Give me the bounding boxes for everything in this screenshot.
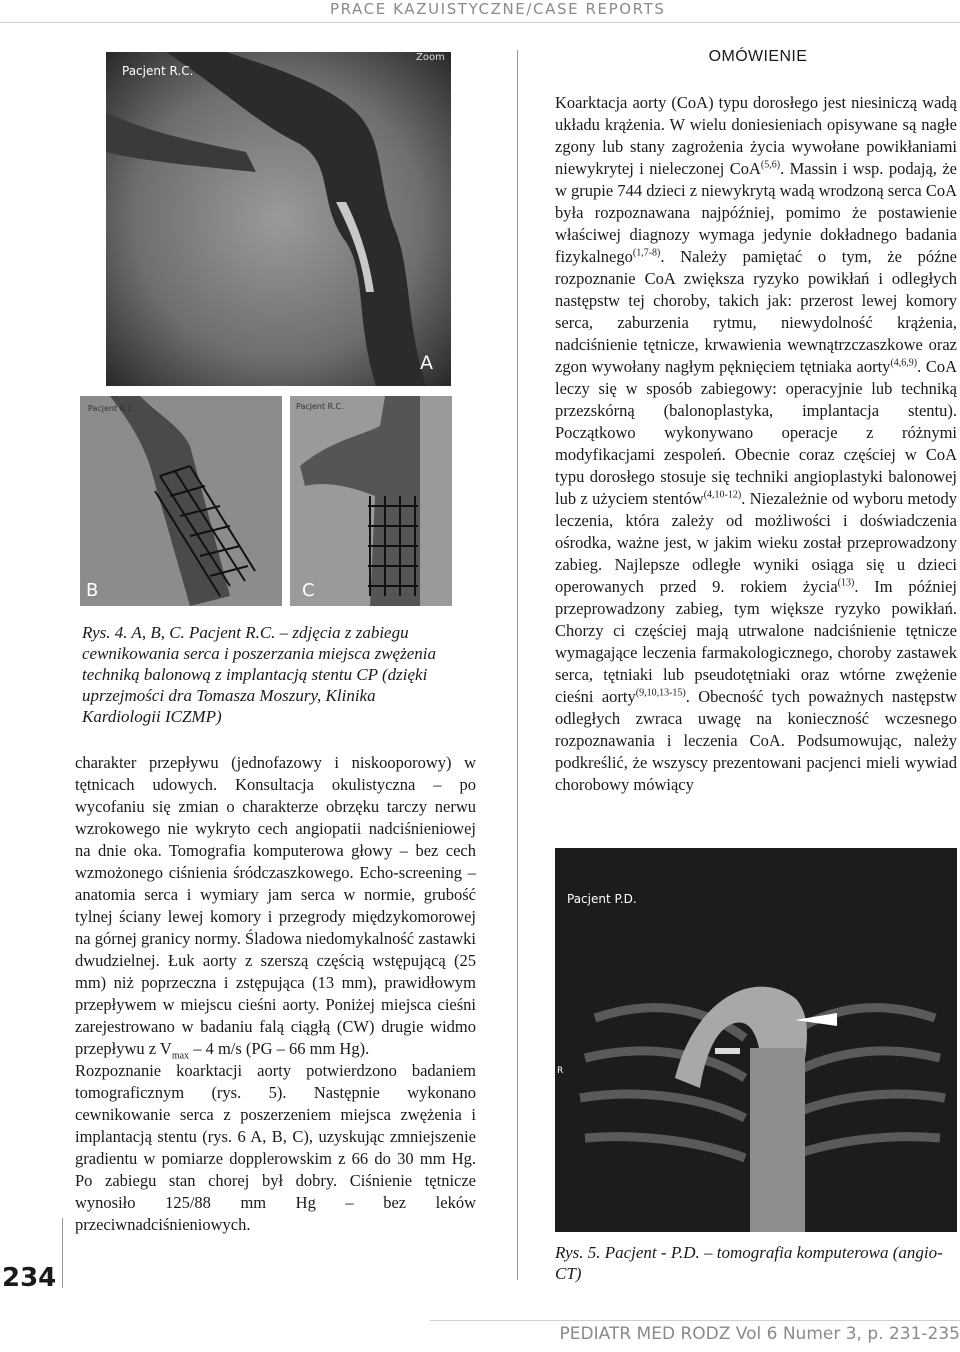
figure-4-caption: Rys. 4. A, B, C. Pacjent R.C. – zdjęcia z zabiegu cewnikowania serca i poszerzania miejsca zwężenia techniką balonową z implantacją stentu CP (dzięki uprzejmości dra Tomasza Moszury, Klinika Kardiologii ICZMP)	[82, 623, 436, 726]
patient-label: Pacjent R.C.	[122, 64, 194, 78]
page-number: 234	[2, 1263, 57, 1293]
paragraph: charakter przepływu (jednofazowy i niskooporowy) w tętnicach udowych. Konsultacja okulistyczna – po wycofaniu się zmian o charakterze obrzęku tarczy nerwu wzrokowego nie wykryto cech angiopatii nadciśnieniowej na dnie oka. Tomografia komputerowa głowy – bez cech wzmożonego ciśnienia śródczaszkowego. Echo-screening – anatomia serca i wymiary jam serca w normie, grubość tylnej ściany lewej komory i przegrody międzykomorowej na górnej granicy normy. Śladowa niedomykalność zastawki dwudzielnej. Łuk aorty z szerszą częścią wstępującą (25 mm) niż poprzeczna i zstępująca (13 mm), prawidłowym przepływem w miejscu cieśni aorty. Poniżej miejsca cieśni zarejestrowano w badaniu falą ciągłą (CW) drugie widmo przepływu z $V_{max} - 4$ m/s (PG – 66 mm Hg).	[75, 753, 476, 1062]
figure-4b-image	[80, 396, 282, 606]
panel-letter: A	[420, 352, 433, 374]
figure-5-image	[555, 848, 957, 1232]
paragraph: Rozpoznanie koarktacji aorty potwierdzono badaniem tomograficznym (rys. 5). Następnie wykonano cewnikowanie serca z poszerzeniem miejsca zwężenia i implantacją stentu (rys. 6 A, B, C), uzyskując zmniejszenie gradientu w pomiarze dopplerowskim z 66 do 30 mm Hg. Po zabiegu stan chorej był dobry. Ciśnienie tętnicze wynosiło 125/88 mm Hg – bez leków przeciwnadciśnieniowych.	[75, 1061, 476, 1234]
stent-angiography-image	[80, 396, 282, 606]
figure-5-caption: Rys. 5. Pacjent - P.D. – tomografia komputerowa (angio-CT)	[555, 1243, 943, 1283]
journal-footer: PEDIATR MED RODZ Vol 6 Numer 3, p. 231-235	[559, 1324, 960, 1344]
panel-letter: B	[86, 580, 99, 601]
section-heading: OMÓWIENIE	[708, 48, 808, 65]
patient-label: Pacjent P.D.	[567, 892, 637, 906]
zoom-label: Zoom	[416, 52, 445, 63]
figure-4a-image	[106, 52, 451, 386]
right-column-text	[555, 92, 957, 796]
patient-label: Pacjent R.C.	[88, 404, 136, 413]
column-divider	[517, 50, 518, 1280]
running-header: PRACE KAZUISTYCZNE/CASE REPORTS	[330, 0, 666, 18]
angiography-image	[106, 52, 451, 386]
figure-4c-image	[290, 396, 452, 606]
patient-label: Pacjent R.C.	[296, 402, 344, 411]
footer-rule	[430, 1320, 960, 1321]
header-rule	[0, 22, 960, 23]
page-number-divider	[62, 1218, 63, 1288]
side-marker: R	[557, 1066, 564, 1076]
stent-angiography-image	[290, 396, 452, 606]
paragraph: Koarktacja aorty (CoA) typu dorosłego jest niesiniczą wadą układu krążenia. W wielu doniesieniach opisywane są nagłe zgony lub stany zagrożenia życia wywołane powikłaniami niewykrytej i nieleczonej CoA$^{(5,6)}$. Massin i wsp. podają, że w grupie 744 dzieci z niewykrytą wadą wrodzoną serca CoA była rozpoznawana najpóźniej, pomimo że postawienie właściwej diagnozy wymaga jedynie dokładnego badania fizykalnego$^{(1,7-8)}$. Należy pamiętać o tym, że późne rozpoznanie CoA zwiększa ryzyko powikłań i odległych następstw tej choroby, takich jak: przerost lewej komory serca, zaburzenia rytmu, niewydolność krążenia, nadciśnienie tętnicze, krwawienia wewnątrzczaszkowe oraz zgon wywołany nagłym pęknięciem tętniaka aorty$^{(4,6,9)}$. CoA leczy się w sposób zabiegowy: operacyjnie lub techniką przezskórną (balonoplastyka, implantacja stentu). Początkowo wykonywano operacje z różnymi modyfikacjami zespoleń. Obecnie coraz częściej w CoA typu dorosłego stosuje się techniki angioplastyki balonowej lub z użyciem stentów$^{(4,10-12)}$. Niezależnie od wyboru metody leczenia, która zależy od możliwości i doświadczenia ośrodka, ważne jest, w jakim wieku został przeprowadzony zabieg. Najlepsze odległe wyniki osiąga się u dzieci operowanych przed 9. rokiem życia$^{(13)}$. Im później przeprowadzony zabieg, tym większe ryzyko powikłań. Chorzy ci częściej mają utrwalone nadciśnienie tętnicze wymagające leczenia farmakologicznego, choroby zastawek serca, tętniaki lub pseudotętniaki oraz wtórne zwężenie cieśni aorty$^{(9,10,13-15)}$. Obecność tych poważnych następstw odległych zwraca uwagę na konieczność wczesnego rozpoznawania i leczenia CoA. Podsumowując, należy podkreślić, że wszyscy prezentowani pacjenci mieli wywiad chorobowy mówiący	[555, 93, 957, 794]
left-column-text	[75, 752, 476, 1236]
panel-letter: C	[302, 580, 315, 601]
